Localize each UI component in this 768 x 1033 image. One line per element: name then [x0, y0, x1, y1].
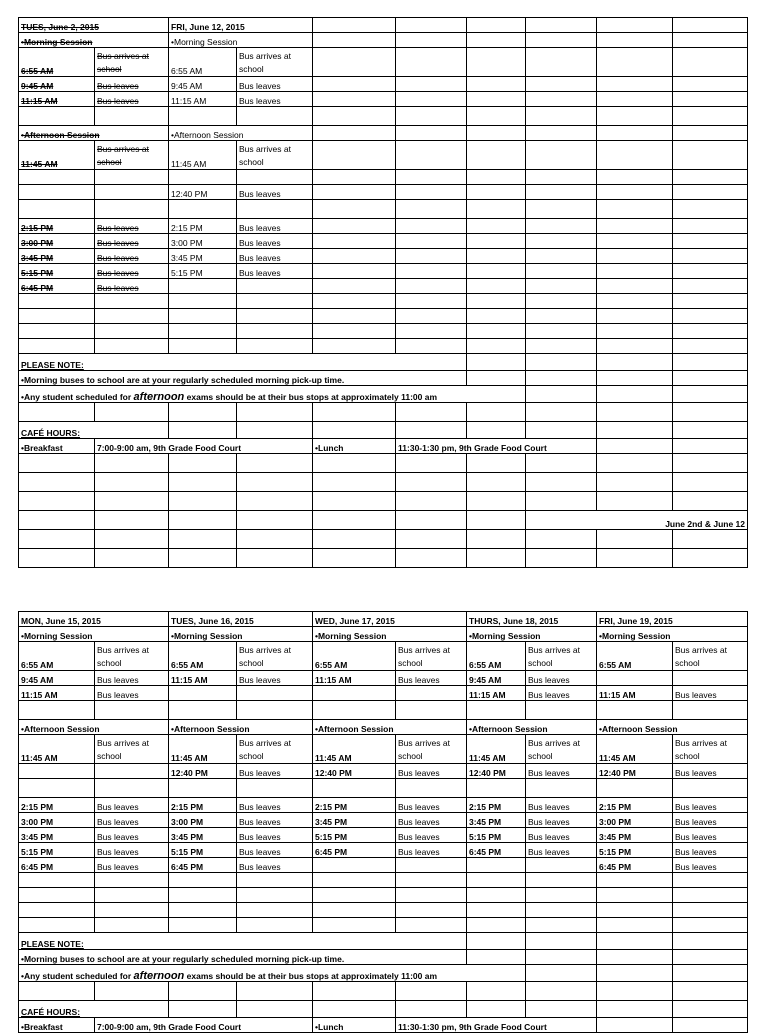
- event-cell: Bus leaves: [237, 249, 313, 264]
- event-cell: Bus leaves: [237, 843, 313, 858]
- time-cell: 9:45 AM: [467, 671, 526, 686]
- event-cell: Bus leaves: [237, 764, 313, 779]
- event-cell: Bus leaves: [237, 828, 313, 843]
- event-cell: Bus leaves: [526, 813, 597, 828]
- event-cell: Bus leaves: [95, 686, 169, 701]
- morning-session-label: •Morning Session: [169, 33, 313, 48]
- time-cell: 6:45 PM: [597, 858, 673, 873]
- note-afternoon-exams: •Any student scheduled for afternoon exams should be at their bus stops at approximately 11:00 am: [19, 386, 526, 403]
- time-cell: 6:55 AM: [19, 48, 95, 77]
- event-cell: Bus leaves: [526, 798, 597, 813]
- time-cell: 11:45 AM: [467, 735, 526, 764]
- time-cell: 12:40 PM: [169, 764, 237, 779]
- time-cell: 6:55 AM: [313, 642, 396, 671]
- afternoon-session-label: •Afternoon Session: [169, 126, 313, 141]
- time-cell: 11:45 AM: [169, 735, 237, 764]
- event-cell: Bus leaves: [673, 686, 748, 701]
- time-cell: 3:00 PM: [597, 813, 673, 828]
- time-cell: 12:40 PM: [313, 764, 396, 779]
- time-cell: 2:15 PM: [597, 798, 673, 813]
- event-cell: Bus arrives at school: [237, 48, 313, 77]
- breakfast-hours: 7:00-9:00 am, 9th Grade Food Court: [95, 439, 313, 454]
- event-cell: Bus arrives at school: [95, 642, 169, 671]
- schedule-table-june-2-12: [18, 17, 748, 568]
- event-cell: Bus leaves: [673, 764, 748, 779]
- time-cell: 11:45 AM: [19, 141, 95, 170]
- breakfast-label: •Breakfast: [19, 439, 95, 454]
- event-cell: Bus arrives at school: [526, 642, 597, 671]
- time-cell: 5:15 PM: [169, 264, 237, 279]
- event-cell: Bus arrives at school: [396, 642, 467, 671]
- lunch-hours: 11:30-1:30 pm, 9th Grade Food Court: [396, 439, 597, 454]
- cafe-hours-heading: CAFÉ HOURS:: [19, 1001, 169, 1018]
- time-cell: 6:45 PM: [313, 843, 396, 858]
- day-header-tues: TUES, June 16, 2015: [169, 612, 313, 627]
- time-cell: 9:45 AM: [19, 77, 95, 92]
- day-header-tues-june-2: TUES, June 2, 2015: [19, 18, 169, 33]
- event-cell: Bus arrives at school: [526, 735, 597, 764]
- event-cell: Bus leaves: [95, 843, 169, 858]
- date-range-label: June 2nd & June 12: [526, 511, 748, 530]
- time-cell: 11:15 AM: [169, 92, 237, 107]
- time-cell: 6:45 PM: [19, 279, 95, 294]
- afternoon-session-label: •Afternoon Session: [169, 720, 313, 735]
- event-cell: Bus leaves: [526, 843, 597, 858]
- time-cell: 3:45 PM: [169, 249, 237, 264]
- afternoon-session-label: •Afternoon Session: [19, 126, 169, 141]
- event-cell: Bus leaves: [95, 234, 169, 249]
- time-cell: 11:15 AM: [313, 671, 396, 686]
- please-note-heading: PLEASE NOTE:: [19, 354, 467, 371]
- breakfast-label: •Breakfast: [19, 1018, 95, 1033]
- time-cell: 11:45 AM: [597, 735, 673, 764]
- time-cell: 3:00 PM: [19, 234, 95, 249]
- morning-session-label: •Morning Session: [19, 33, 169, 48]
- event-cell: Bus leaves: [237, 813, 313, 828]
- event-cell: Bus leaves: [673, 813, 748, 828]
- time-cell: 12:40 PM: [169, 185, 237, 200]
- event-cell: Bus leaves: [237, 234, 313, 249]
- event-cell: Bus leaves: [237, 219, 313, 234]
- event-cell: Bus arrives at school: [237, 735, 313, 764]
- afternoon-session-label: •Afternoon Session: [313, 720, 467, 735]
- event-cell: Bus leaves: [396, 671, 467, 686]
- time-cell: 2:15 PM: [19, 798, 95, 813]
- time-cell: 3:45 PM: [597, 828, 673, 843]
- event-cell: Bus arrives at school: [673, 642, 748, 671]
- event-cell: Bus leaves: [526, 764, 597, 779]
- day-header-wed: WED, June 17, 2015: [313, 612, 467, 627]
- event-cell: Bus arrives at school: [673, 735, 748, 764]
- time-cell: 5:15 PM: [19, 264, 95, 279]
- event-cell: Bus arrives at school: [237, 642, 313, 671]
- time-cell: 11:45 AM: [169, 141, 237, 170]
- event-cell: Bus arrives at school: [237, 141, 313, 170]
- time-cell: 3:00 PM: [169, 234, 237, 249]
- schedule-table-june-15-19: [18, 611, 748, 1033]
- lunch-hours: 11:30-1:30 pm, 9th Grade Food Court: [396, 1018, 597, 1033]
- time-cell: 2:15 PM: [313, 798, 396, 813]
- event-cell: Bus leaves: [396, 798, 467, 813]
- event-cell: Bus leaves: [526, 671, 597, 686]
- event-cell: Bus leaves: [95, 828, 169, 843]
- time-cell: 6:45 PM: [467, 843, 526, 858]
- event-cell: Bus arrives at school: [95, 48, 169, 77]
- time-cell: 6:55 AM: [169, 642, 237, 671]
- event-cell: Bus arrives at school: [396, 735, 467, 764]
- time-cell: 3:45 PM: [169, 828, 237, 843]
- event-cell: Bus leaves: [396, 843, 467, 858]
- time-cell: 6:55 AM: [19, 642, 95, 671]
- time-cell: 5:15 PM: [313, 828, 396, 843]
- event-cell: Bus leaves: [95, 671, 169, 686]
- event-cell: Bus arrives at school: [95, 141, 169, 170]
- note-morning-buses: •Morning buses to school are at your regularly scheduled morning pick-up time.: [19, 950, 467, 965]
- event-cell: Bus leaves: [673, 798, 748, 813]
- event-cell: Bus leaves: [237, 671, 313, 686]
- event-cell: Bus leaves: [237, 92, 313, 107]
- time-cell: 11:15 AM: [19, 686, 95, 701]
- please-note-heading: PLEASE NOTE:: [19, 933, 467, 950]
- time-cell: 12:40 PM: [467, 764, 526, 779]
- event-cell: Bus arrives at school: [95, 735, 169, 764]
- time-cell: 11:45 AM: [313, 735, 396, 764]
- event-cell: Bus leaves: [396, 764, 467, 779]
- event-cell: Bus leaves: [95, 279, 169, 294]
- time-cell: 11:15 AM: [169, 671, 237, 686]
- time-cell: 2:15 PM: [467, 798, 526, 813]
- time-cell: 9:45 AM: [169, 77, 237, 92]
- time-cell: 11:45 AM: [19, 735, 95, 764]
- time-cell: 5:15 PM: [19, 843, 95, 858]
- event-cell: Bus leaves: [673, 828, 748, 843]
- time-cell: 2:15 PM: [19, 219, 95, 234]
- time-cell: 5:15 PM: [467, 828, 526, 843]
- time-cell: 9:45 AM: [19, 671, 95, 686]
- time-cell: 11:15 AM: [467, 686, 526, 701]
- afternoon-session-label: •Afternoon Session: [467, 720, 597, 735]
- morning-session-label: •Morning Session: [467, 627, 597, 642]
- event-cell: Bus leaves: [95, 92, 169, 107]
- note-afternoon-exams: •Any student scheduled for afternoon exams should be at their bus stops at approximately 11:00 am: [19, 965, 526, 982]
- time-cell: 6:55 AM: [169, 48, 237, 77]
- event-cell: Bus leaves: [95, 858, 169, 873]
- time-cell: 6:55 AM: [597, 642, 673, 671]
- time-cell: 3:45 PM: [19, 828, 95, 843]
- event-cell: Bus leaves: [673, 858, 748, 873]
- time-cell: 3:45 PM: [19, 249, 95, 264]
- cafe-hours-heading: CAFÉ HOURS:: [19, 422, 169, 439]
- event-cell: Bus leaves: [526, 686, 597, 701]
- time-cell: 5:15 PM: [169, 843, 237, 858]
- time-cell: 2:15 PM: [169, 798, 237, 813]
- time-cell: 2:15 PM: [169, 219, 237, 234]
- afternoon-session-label: •Afternoon Session: [597, 720, 748, 735]
- event-cell: Bus leaves: [237, 264, 313, 279]
- morning-session-label: •Morning Session: [19, 627, 169, 642]
- afternoon-session-label: •Afternoon Session: [19, 720, 169, 735]
- time-cell: 11:15 AM: [597, 686, 673, 701]
- time-cell: 11:15 AM: [19, 92, 95, 107]
- morning-session-label: •Morning Session: [169, 627, 313, 642]
- event-cell: Bus leaves: [237, 798, 313, 813]
- event-cell: Bus leaves: [673, 843, 748, 858]
- lunch-label: •Lunch: [313, 1018, 396, 1033]
- event-cell: Bus leaves: [95, 219, 169, 234]
- time-cell: 3:45 PM: [313, 813, 396, 828]
- event-cell: Bus leaves: [95, 77, 169, 92]
- time-cell: 3:00 PM: [169, 813, 237, 828]
- time-cell: 3:45 PM: [467, 813, 526, 828]
- event-cell: Bus leaves: [95, 264, 169, 279]
- time-cell: 12:40 PM: [597, 764, 673, 779]
- event-cell: Bus leaves: [237, 77, 313, 92]
- event-cell: Bus leaves: [396, 813, 467, 828]
- lunch-label: •Lunch: [313, 439, 396, 454]
- time-cell: 6:45 PM: [19, 858, 95, 873]
- time-cell: 3:00 PM: [19, 813, 95, 828]
- time-cell: 6:55 AM: [467, 642, 526, 671]
- morning-session-label: •Morning Session: [597, 627, 748, 642]
- day-header-mon: MON, June 15, 2015: [19, 612, 169, 627]
- morning-session-label: •Morning Session: [313, 627, 467, 642]
- time-cell: 5:15 PM: [597, 843, 673, 858]
- event-cell: Bus leaves: [95, 798, 169, 813]
- day-header-fri: FRI, June 19, 2015: [597, 612, 748, 627]
- time-cell: 6:45 PM: [169, 858, 237, 873]
- event-cell: Bus leaves: [237, 185, 313, 200]
- breakfast-hours: 7:00-9:00 am, 9th Grade Food Court: [95, 1018, 313, 1033]
- event-cell: Bus leaves: [526, 828, 597, 843]
- event-cell: Bus leaves: [237, 858, 313, 873]
- day-header-fri-june-12: FRI, June 12, 2015: [169, 18, 313, 33]
- event-cell: Bus leaves: [396, 828, 467, 843]
- day-header-thurs: THURS, June 18, 2015: [467, 612, 597, 627]
- event-cell: Bus leaves: [95, 813, 169, 828]
- event-cell: Bus leaves: [95, 249, 169, 264]
- note-morning-buses: •Morning buses to school are at your regularly scheduled morning pick-up time.: [19, 371, 467, 386]
